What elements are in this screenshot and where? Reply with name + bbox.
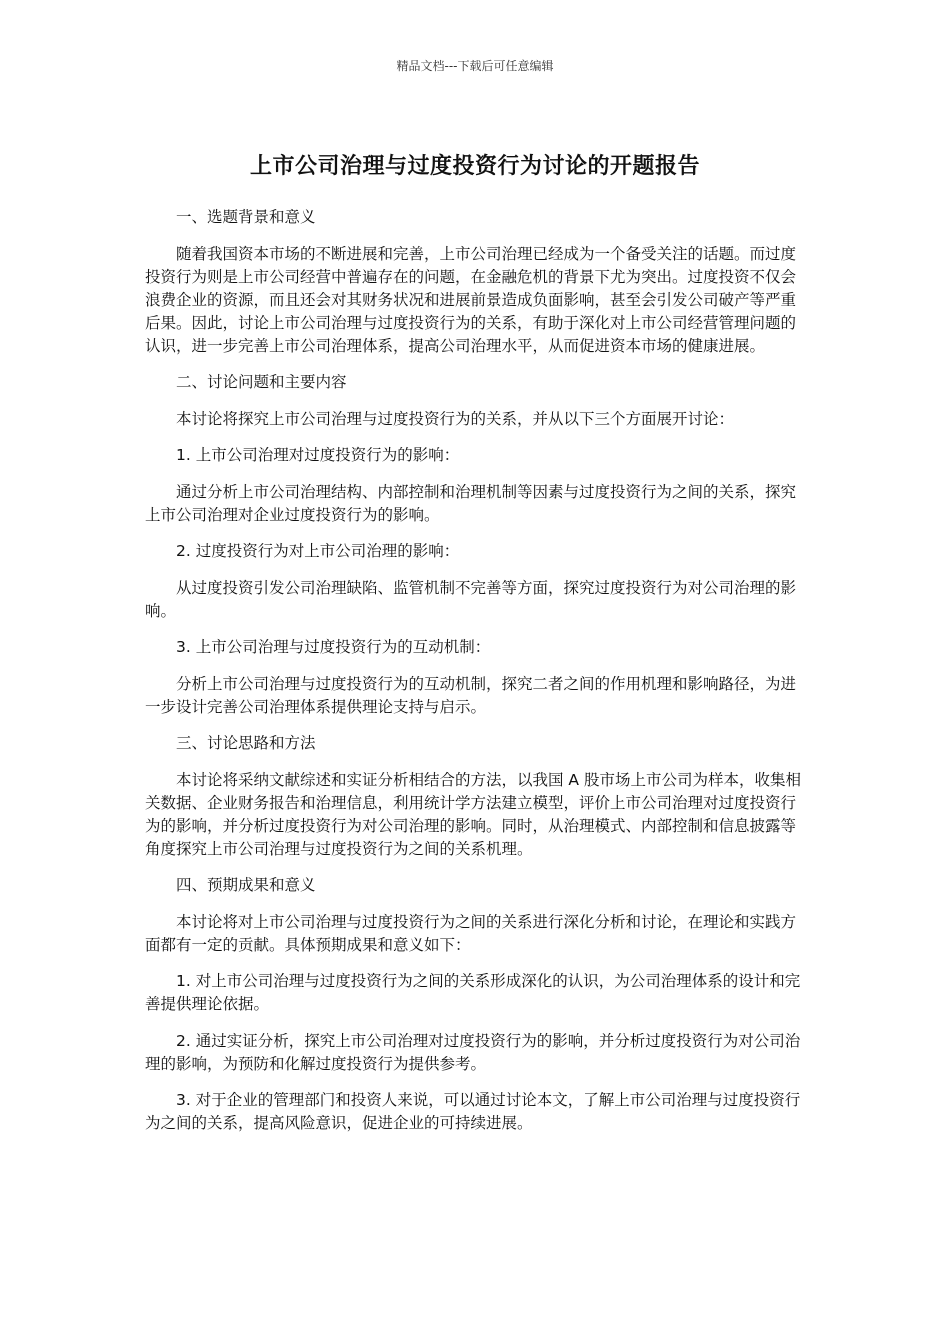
section-heading-research-questions: 二、讨论问题和主要内容: [176, 373, 347, 391]
section-heading-methods: 三、讨论思路和方法: [176, 734, 316, 752]
document-body: [145, 206, 807, 1149]
paragraph-research-intro: 本讨论将探究上市公司治理与过度投资行为的关系，并从以下三个方面展开讨论：: [176, 409, 735, 428]
paragraph-methods: 本讨论将采纳文献综述和实证分析相结合的方法，以我国 A 股市场上市公司为样本，收集相关数据、企业财务报告和治理信息，利用统计学方法建立模型，评价上市公司治理对过度投资行为的影响，并分析过度投资行为对公司治理的影响。同时，从治理模式、内部控制和信息披露等角度探究上市公司治理与过度投资行为之间的关系机理。: [145, 770, 801, 858]
document-title: 上市公司治理与过度投资行为讨论的开题报告: [249, 153, 700, 179]
list-item-heading-2: 2. 过度投资行为对上市公司治理的影响：: [176, 542, 460, 560]
list-item-heading-1: 1. 上市公司治理对过度投资行为的影响：: [176, 446, 460, 464]
section-heading-outcomes: 四、预期成果和意义: [176, 876, 316, 894]
paragraph-item-2: 从过度投资引发公司治理缺陷、监管机制不完善等方面，探究过度投资行为对公司治理的影响。: [145, 578, 797, 620]
outcome-item-3: 3. 对于企业的管理部门和投资人来说，可以通过讨论本文，了解上市公司治理与过度投资行为之间的关系，提高风险意识，促进企业的可持续进展。: [145, 1091, 801, 1132]
paragraph-item-1: 通过分析上市公司治理结构、内部控制和治理机制等因素与过度投资行为之间的关系，探究上市公司治理对企业过度投资行为的影响。: [145, 482, 797, 524]
paragraph-outcomes-intro: 本讨论将对上市公司治理与过度投资行为之间的关系进行深化分析和讨论，在理论和实践方面都有一定的贡献。具体预期成果和意义如下：: [145, 912, 797, 954]
paragraph-item-3: 分析上市公司治理与过度投资行为的互动机制，探究二者之间的作用机理和影响路径，为进一步设计完善公司治理体系提供理论支持与启示。: [145, 674, 797, 716]
paragraph-background: 随着我国资本市场的不断进展和完善，上市公司治理已经成为一个备受关注的话题。而过度投资行为则是上市公司经营中普遍存在的问题，在金融危机的背景下尤为突出。过度投资不仅会浪费企业的资源，而且还会对其财务状况和进展前景造成负面影响，甚至会引发公司破产等严重后果。因此，讨论上市公司治理与过度投资行为的关系，有助于深化对上市公司经营管理问题的认识，进一步完善上市公司治理体系，提高公司治理水平，从而促进资本市场的健康进展。: [145, 244, 797, 355]
header-note: 精品文档---下载后可任意编辑: [396, 59, 554, 73]
section-heading-background: 一、选题背景和意义: [176, 208, 316, 226]
outcome-item-1: 1. 对上市公司治理与过度投资行为之间的关系形成深化的认识，为公司治理体系的设计和完善提供理论依据。: [145, 972, 801, 1013]
outcome-item-2: 2. 通过实证分析，探究上市公司治理对过度投资行为的影响，并分析过度投资行为对公司治理的影响，为预防和化解过度投资行为提供参考。: [145, 1031, 801, 1073]
list-item-heading-3: 3. 上市公司治理与过度投资行为的互动机制：: [176, 638, 491, 656]
